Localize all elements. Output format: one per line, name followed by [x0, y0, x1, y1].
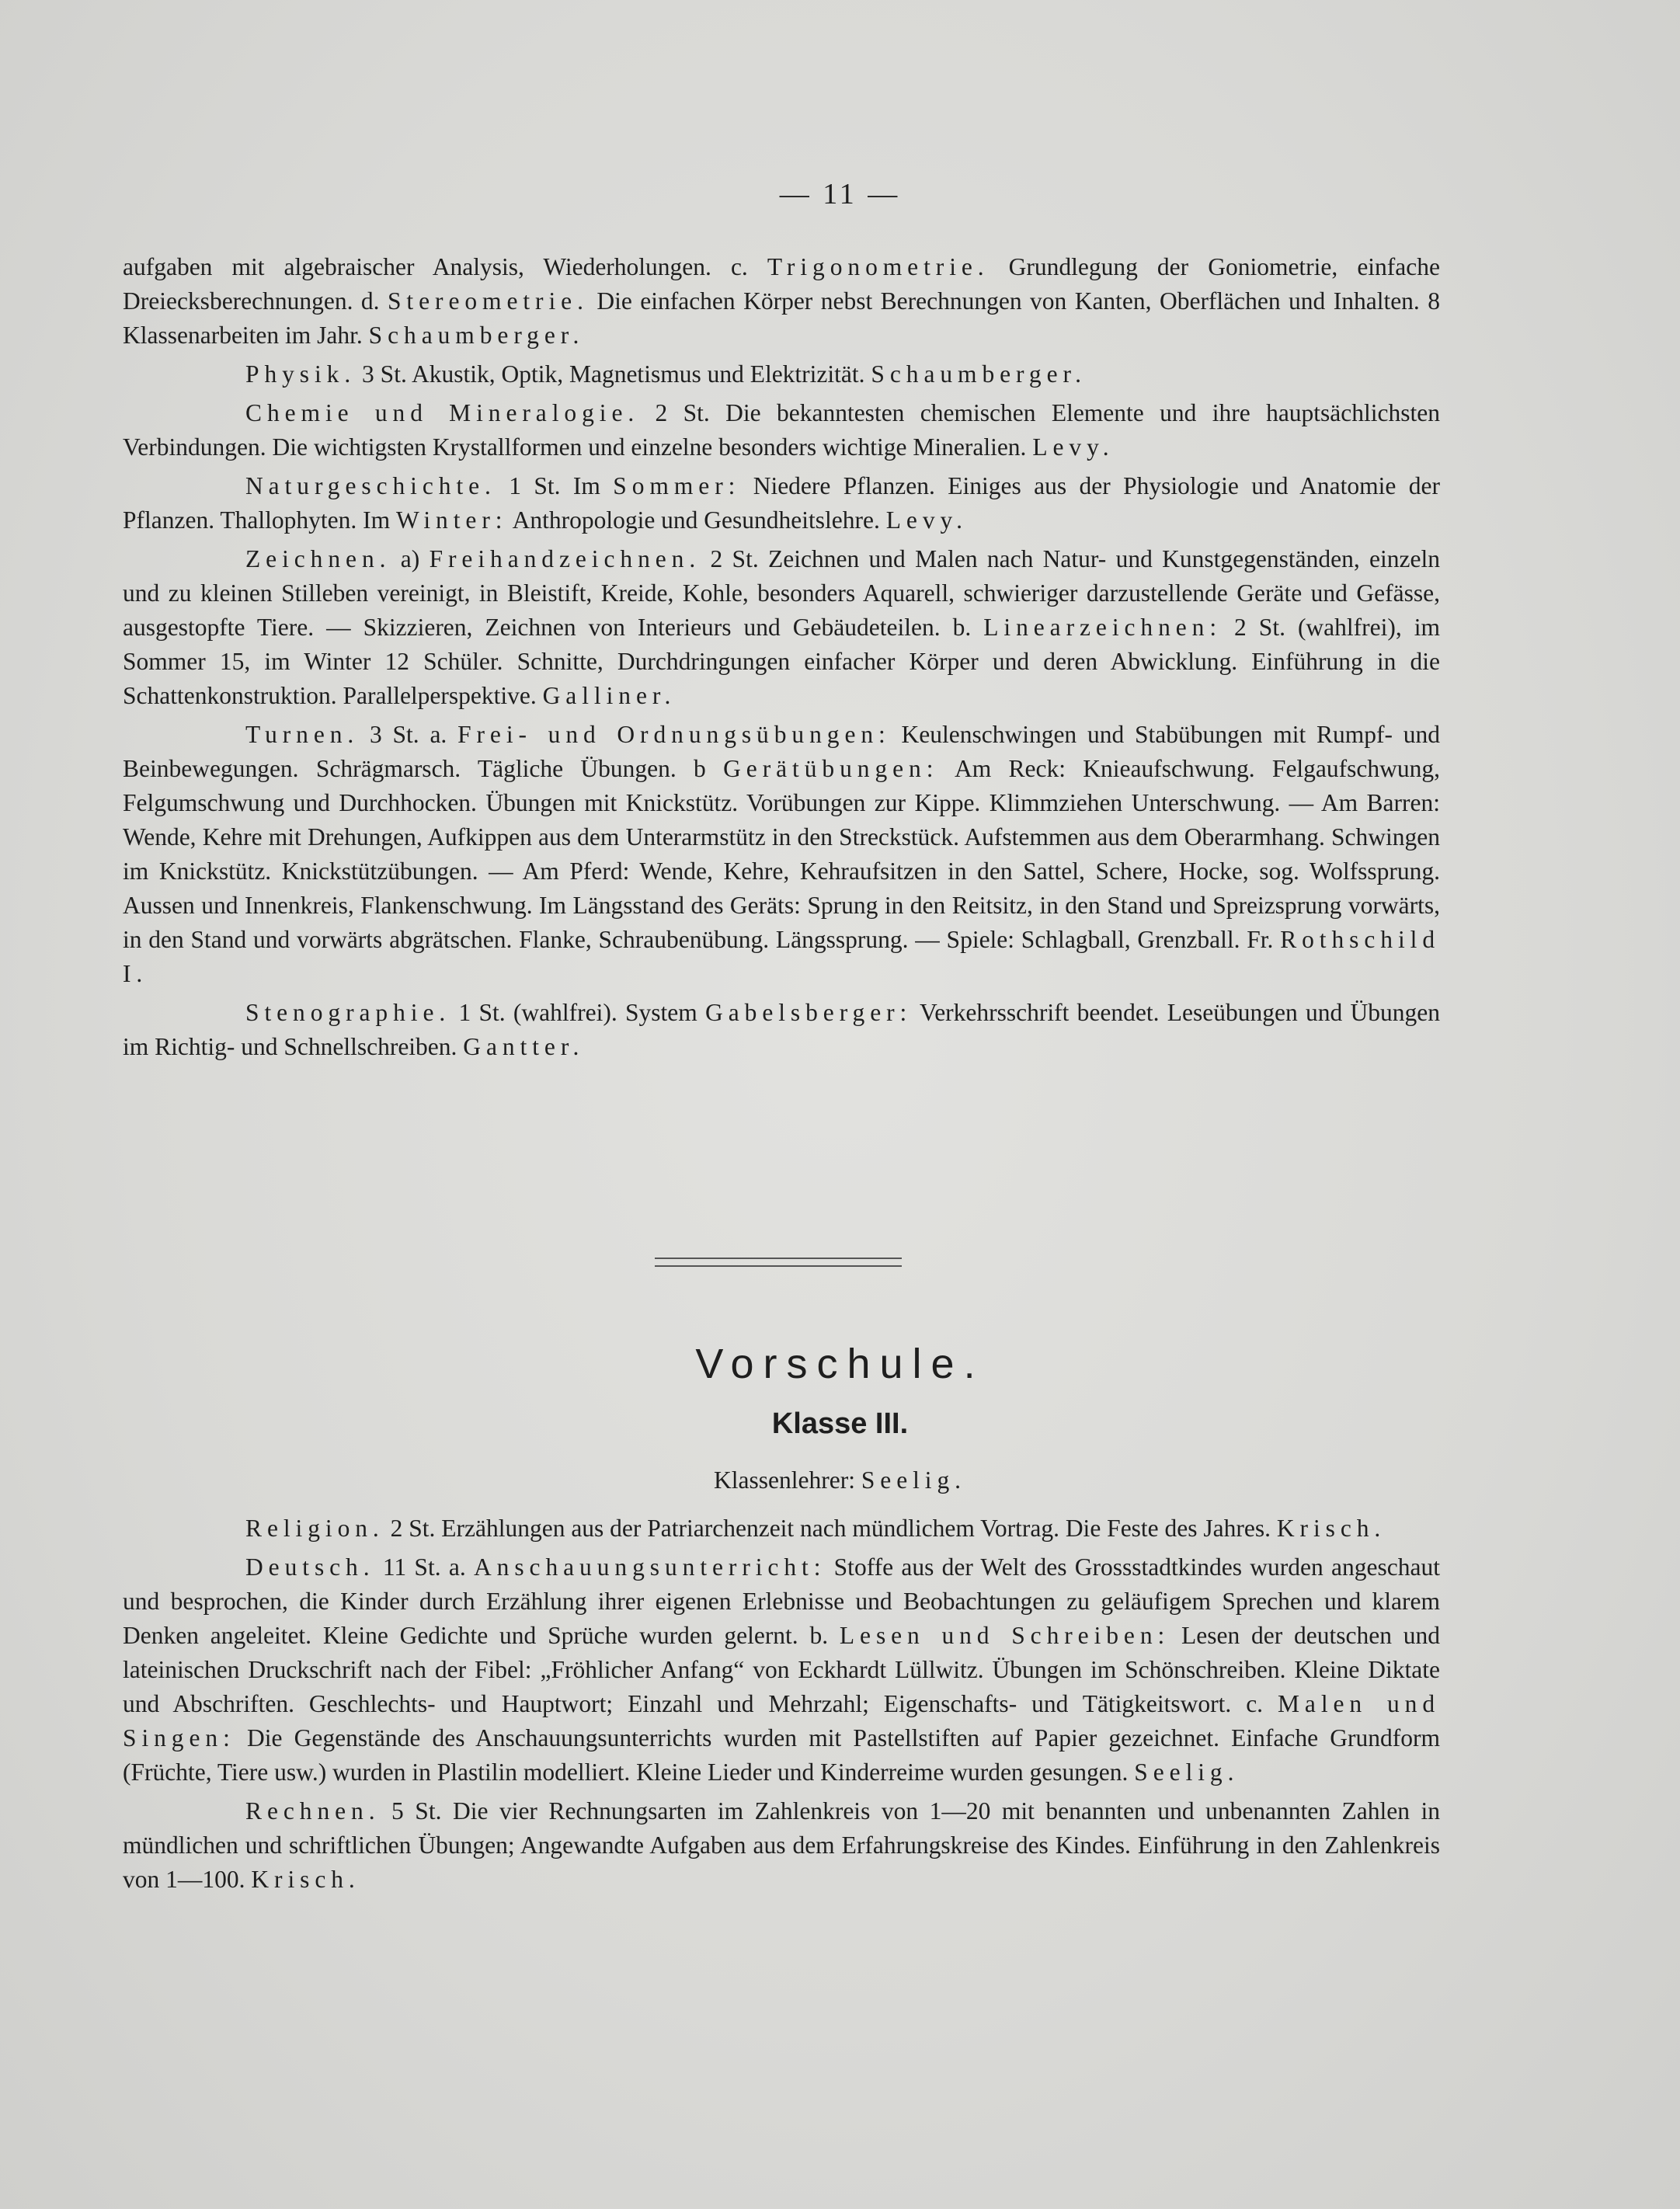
paragraph-naturgeschichte: Naturgeschichte. 1 St. Im Sommer: Niedere Pflanzen. Einiges aus der Physiologie und Anatomie der Pflanzen. Thallophyten. Im Winter: Anthropologie und Gesundheitslehre. Levy.: [123, 472, 1440, 534]
section-title: Vorschule.: [695, 1341, 985, 1387]
upper-text-block: [123, 250, 1440, 1069]
paragraph-religion: Religion. 2 St. Erzählungen aus der Patriarchenzeit nach mündlichem Vortrag. Die Feste des Jahres. Krisch.: [245, 1515, 1386, 1542]
paragraph-mathematik-continued: aufgaben mit algebraischer Analysis, Wiederholungen. c. Trigonometrie. Grundlegung der Goniometrie, einfache Dreiecksberechnungen. d. Stereometrie. Die einfachen Körper nebst Berechnungen von Kanten, Oberflächen und Inhalten. 8 Klassenarbeiten im Jahr. Schaumberger.: [123, 253, 1440, 349]
paragraph-chemie: Chemie und Mineralogie. 2 St. Die bekanntesten chemischen Elemente und ihre hauptsächlichsten Verbindungen. Die wichtigsten Krystallformen und einzelne besonders wichtige Mineralien. Levy.: [123, 399, 1440, 461]
paragraph-physik: Physik. 3 St. Akustik, Optik, Magnetismus und Elektrizität. Schaumberger.: [245, 360, 1087, 388]
paragraph-rechnen: Rechnen. 5 St. Die vier Rechnungsarten im Zahlenkreis von 1—20 mit benannten und unbenannten Zahlen in mündlichen und schriftlichen Übungen; Angewandte Aufgaben aus dem Erfahrungskreise des Kindes. Einführung in den Zahlenkreis von 1—100. Krisch.: [123, 1797, 1440, 1893]
page-number: — 11 —: [779, 178, 901, 210]
section-divider: [655, 1258, 902, 1267]
class-title: Klasse III.: [771, 1407, 909, 1440]
class-teacher-line: Klassenlehrer: Seelig.: [714, 1466, 966, 1494]
paragraph-deutsch: Deutsch. 11 St. a. Anschauungsunterricht: Stoffe aus der Welt des Grossstadtkindes wurden angeschaut und besprochen, die Kinder durch Erzählung ihrer eigenen Erlebnisse und Beobachtungen zu geläufigem Sprechen und klarem Denken angeleitet. Kleine Gedichte und Sprüche wurden gelernt. b. Lesen und Schreiben: Lesen der deutschen und lateinischen Druckschrift nach der Fibel: „Fröhlicher Anfang“ von Eckhardt Lüllwitz. Übungen im Schönschreiben. Kleine Diktate und Abschriften. Geschlechts- und Hauptwort; Einzahl und Mehrzahl; Eigenschafts- und Tätigkeitswort. c. Malen und Singen: Die Gegenstände des Anschauungsunterrichts wurden mit Pastellstiften auf Papier gezeichnet. Einfache Grundform (Früchte, Tiere usw.) wurden in Plastilin modelliert. Kleine Lieder und Kinderreime wurden gesungen. Seelig.: [123, 1553, 1440, 1786]
lower-text-block: [123, 1512, 1440, 1901]
paragraph-turnen: Turnen. 3 St. a. Frei- und Ordnungsübungen: Keulenschwingen und Stabübungen mit Rumpf- und Beinbewegungen. Schrägmarsch. Tägliche Übungen. b Gerätübungen: Am Reck: Knieaufschwung. Felgaufschwung, Felgumschwung und Durchhocken. Übungen mit Knickstütz. Vorübungen zur Kippe. Klimmziehen Unterschwung. — Am Barren: Wende, Kehre mit Drehungen, Aufkippen aus dem Unterarmstütz in den Streckstück. Aufstemmen aus dem Oberarmhang. Schwingen im Knickstütz. Knickstützübungen. — Am Pferd: Wende, Kehre, Kehraufsitzen in den Sattel, Schere, Hocke, sog. Wolfssprung. Aussen und Innenkreis, Flankenschwung. Im Längsstand des Geräts: Sprung in den Reitsitz, in den Stand und Spreizsprung vorwärts, in den Stand und vorwärts abgrätschen. Flanke, Schraubenübung. Längssprung. — Spiele: Schlagball, Grenzball. Fr. Rothschild I.: [123, 721, 1441, 987]
paragraph-zeichnen: Zeichnen. a) Freihandzeichnen. 2 St. Zeichnen und Malen nach Natur- und Kunstgegenständen, einzeln und zu kleinen Stilleben vereinigt, in Bleistift, Kreide, Kohle, besonders Aquarell, schwieriger darzustellende Geräte und Gefässe, ausgestopfte Tiere. — Skizzieren, Zeichnen von Interieurs und Gebäudeteilen. b. Linearzeichnen: 2 St. (wahlfrei), im Sommer 15, im Winter 12 Schüler. Schnitte, Durchdringungen einfacher Körper und deren Abwicklung. Einführung in die Schattenkonstruktion. Parallelperspektive. Galliner.: [123, 545, 1440, 709]
paragraph-stenographie: Stenographie. 1 St. (wahlfrei). System Gabelsberger: Verkehrsschrift beendet. Leseübungen und Übungen im Richtig- und Schnellschreiben. Gantter.: [123, 999, 1440, 1060]
